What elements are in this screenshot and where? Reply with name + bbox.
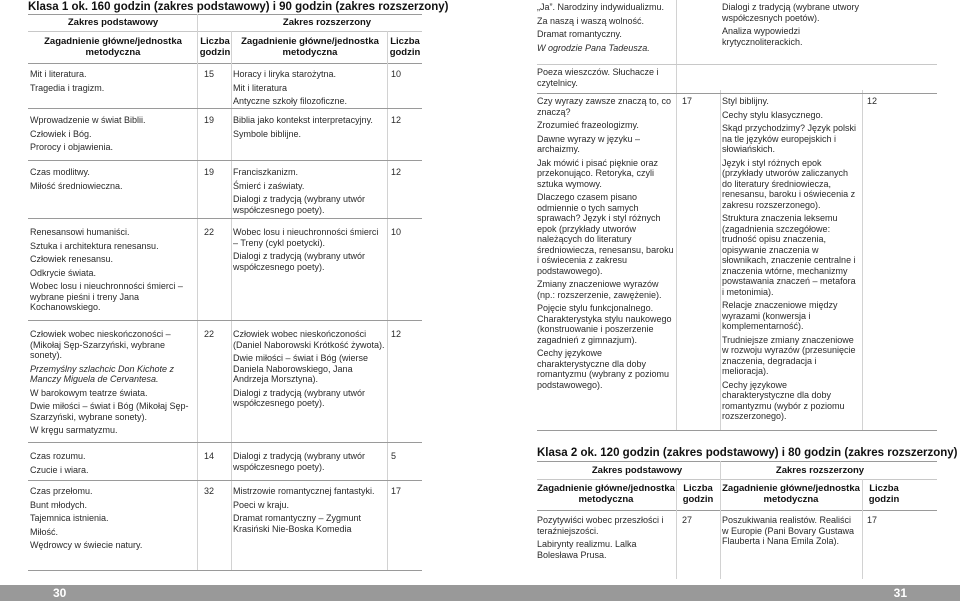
row-divider xyxy=(28,320,422,321)
page-title-class1: Klasa 1 ok. 160 godzin (zakres podstawowy) i 90 godzin (zakres rozszerzony) xyxy=(28,1,449,13)
topic-item: Człowiek renesansu. xyxy=(30,254,114,264)
c2-header-extended: Zakres rozszerzony xyxy=(775,465,865,476)
topic-item: Tragedia i tragizm. xyxy=(30,82,105,93)
topic-item: Dialogi z tradycją (wybrany utwór współczesnego poety). xyxy=(233,451,366,472)
c2-extended-list xyxy=(722,515,860,550)
topic-item: Czucie i wiara. xyxy=(30,464,89,475)
c2-basic-item: Labirynty realizmu. Lalka Bolesława Prusa. xyxy=(537,539,637,560)
extended-hours: 12 xyxy=(391,167,402,177)
language-extended-item: Relacje znaczeniowe między wyrazami (konwersja i komplementarność). xyxy=(722,300,838,331)
language-basic-item: Dlaczego czasem pisano odmiennie o tych samych sprawach? Język i styl różnych epok (przykłady utworów należących do literatury średniowiecza, renesansu, baroku i oświecenia z zakresu podstawowego). xyxy=(537,192,674,276)
basic-hours: 14 xyxy=(204,451,215,461)
row-divider xyxy=(28,108,422,109)
topic-item: Czas rozumu. xyxy=(30,451,86,461)
basic-hours: 22 xyxy=(204,329,215,339)
topic-item: Antyczne szkoły filozoficzne. xyxy=(233,96,348,106)
c2-header-basic: Zakres podstawowy xyxy=(591,465,683,476)
page-number-right: 31 xyxy=(893,586,907,600)
top-extended-list xyxy=(722,2,862,50)
left-footer-bar xyxy=(0,585,480,601)
topic-item: Dwie miłości – świat i Bóg (wierse Daniela Naborowskiego, Jana Andrzeja Morsztyna). xyxy=(233,353,369,384)
row-divider xyxy=(28,480,422,481)
row-divider xyxy=(28,570,422,571)
topic-item: Renesansowi humaniści. xyxy=(30,227,130,237)
c2-header-hours-basic: Liczba godzin xyxy=(682,483,714,505)
topic-item: Symbole biblijne. xyxy=(233,128,302,139)
language-basic-item: Czy wyrazy zawsze znaczą to, co znaczą? xyxy=(537,96,672,117)
c2-basic-item: Pozytywiści wobec przeszłości i teraźniejszości. xyxy=(537,515,664,536)
topic-item: Poeci w kraju. xyxy=(233,499,290,510)
topic-item: Tajemnica istnienia. xyxy=(30,513,109,523)
c2-header-topic-basic: Zagadnienie główne/jednostka metodyczna xyxy=(537,483,675,505)
topic-item: Wobec losu i nieuchronności śmierci – wybrane pieśni i treny Jana Kochanowskiego. xyxy=(30,281,183,312)
basic-hours: 22 xyxy=(204,227,215,237)
language-extended-item: Skąd przychodzimy? Język polski na tle języków europejskich i słowiańskich. xyxy=(722,123,857,154)
row-divider xyxy=(28,442,422,443)
topic-item: Śmierć i zaświaty. xyxy=(233,180,305,191)
topic-item: Człowiek i Bóg. xyxy=(30,128,92,139)
topic-item: Człowiek wobec nieskończoności – (Mikołaj Sęp-Szarzyński, wybrane sonety). xyxy=(30,329,171,360)
topic-item: Dwie miłości – świat i Bóg (Mikołaj Sęp-Szarzyński, wybrane sonety). xyxy=(30,401,189,422)
topic-item: Wędrowcy w świecie natury. xyxy=(30,540,143,550)
page-number-left: 30 xyxy=(53,586,67,600)
top-extended-item: Dialogi z tradycją (wybrane utwory współczesnych poetów). xyxy=(722,2,860,23)
poets-row: Poeza wieszczów. Słuchacze i czytelnicy. xyxy=(537,67,659,88)
topic-item: Mistrzowie romantycznej fantastyki. xyxy=(233,486,375,496)
extended-hours: 17 xyxy=(391,486,402,496)
basic-topic-cell xyxy=(30,115,194,156)
extended-hours: 12 xyxy=(391,115,402,125)
language-extended-list xyxy=(722,96,860,425)
c2-basic-hours: 27 xyxy=(682,515,693,525)
top-basic-item: „Ja”. Narodziny indywidualizmu. xyxy=(537,2,665,12)
c2-basic-list xyxy=(537,515,673,563)
topic-item: Mit i literatura. xyxy=(30,69,87,79)
top-extended-item: Analiza wypowiedzi krytycznoliterackich. xyxy=(722,26,803,47)
language-extended-item: Trudniejsze zmiany znaczeniowe w rozwoju wyrazów (przesunięcie znaczenia, degradacja i melioracja). xyxy=(722,334,856,376)
top-basic-item: Za naszą i waszą wolność. xyxy=(537,15,645,26)
language-extended-item: Struktura znaczenia leksemu (zagadnienia szczegółowe: trudność opisu znaczenia, opisywanie znaczenia w słownikach, znaczenie centralne i znaczenia wtórne, mechanizmy powstawania znaczeń – metafora i metonimia). xyxy=(722,213,856,297)
language-basic-item: Jak mówić i pisać pięknie oraz przekonująco. Retoryka, czyli sztuka wymowy. xyxy=(537,157,659,189)
basic-topic-cell xyxy=(30,451,194,478)
header-topic-basic: Zagadnienie główne/jednostka metodyczna xyxy=(44,36,182,58)
basic-topic-cell xyxy=(30,329,194,439)
header-hours-basic: Liczba godzin xyxy=(199,36,231,58)
top-basic-item: Dramat romantyczny. xyxy=(537,29,622,39)
topic-item: Czas modlitwy. xyxy=(30,167,90,177)
top-basic-list xyxy=(537,2,673,56)
topic-item: Odkrycie świata. xyxy=(30,267,97,278)
extended-topic-cell xyxy=(233,69,385,110)
row-divider xyxy=(28,218,422,219)
topic-item: Dialogi z tradycją (wybrany utwór współczesnego poety). xyxy=(233,387,366,408)
header-extended: Zakres rozszerzony xyxy=(282,17,372,28)
extended-topic-cell xyxy=(233,167,385,218)
c2-header-hours-extended: Liczba godzin xyxy=(868,483,900,505)
language-extended-item: Cechy językowe charakterystyczne dla doby romantyzmu (wybór z poziomu rozszerzonego). xyxy=(722,379,845,421)
topic-item: Przemyślny szlachcic Don Kichote z Manczy Miguela de Cervantesa. xyxy=(30,363,175,384)
page-title-class2: Klasa 2 ok. 120 godzin (zakres podstawowy) i 80 godzin (zakres rozszerzony) xyxy=(537,447,958,459)
basic-hours: 19 xyxy=(204,115,215,125)
language-extended-item: Styl biblijny. xyxy=(722,96,769,106)
basic-hours: 15 xyxy=(204,69,215,79)
extended-hours: 10 xyxy=(391,69,402,79)
basic-topic-cell xyxy=(30,69,194,96)
language-extended-item: Język i styl różnych epok (przykłady utworów zaliczanych do literatury średniowiecza, renesansu, baroku i oświecenia z zakresu rozszerzonego). xyxy=(722,157,856,210)
extended-topic-cell xyxy=(233,486,385,537)
header-hours-extended: Liczba godzin xyxy=(389,36,421,58)
topic-item: Miłość. xyxy=(30,526,59,537)
top-basic-item: W ogrodzie Pana Tadeusza. xyxy=(537,42,650,53)
right-footer-bar xyxy=(480,585,960,601)
basic-hours: 32 xyxy=(204,486,215,496)
topic-item: Prorocy i objawienia. xyxy=(30,142,114,152)
topic-item: Wobec losu i nieuchronności śmierci – Treny (cykl poetycki). xyxy=(233,227,379,248)
extended-topic-cell xyxy=(233,329,385,412)
topic-item: Biblia jako kontekst interpretacyjny. xyxy=(233,115,373,125)
topic-item: Sztuka i architektura renesansu. xyxy=(30,240,159,251)
c2-header-topic-extended: Zagadnienie główne/jednostka metodyczna xyxy=(722,483,860,505)
language-basic-item: Zrozumieć frazeologizmy. xyxy=(537,120,639,130)
topic-item: Bunt młodych. xyxy=(30,499,88,510)
header-topic-extended: Zagadnienie główne/jednostka metodyczna xyxy=(241,36,379,58)
topic-item: Miłość średniowieczna. xyxy=(30,180,123,191)
language-extended-hours: 12 xyxy=(867,96,878,106)
topic-item: Franciszkanizm. xyxy=(233,167,299,177)
extended-topic-cell xyxy=(233,451,385,475)
row-divider xyxy=(28,160,422,161)
extended-topic-cell xyxy=(233,227,385,275)
topic-item: W barokowym teatrze świata. xyxy=(30,387,148,398)
header-basic: Zakres podstawowy xyxy=(67,17,159,28)
language-basic-item: Dawne wyrazy w języku – archaizmy. xyxy=(537,133,641,154)
extended-hours: 12 xyxy=(391,329,402,339)
topic-item: Wprowadzenie w świat Biblii. xyxy=(30,115,146,125)
language-extended-item: Cechy stylu klasycznego. xyxy=(722,109,824,120)
topic-item: Mit i literatura xyxy=(233,82,288,93)
c2-extended-hours: 17 xyxy=(867,515,878,525)
topic-item: W kręgu sarmatyzmu. xyxy=(30,425,118,435)
language-basic-hours: 17 xyxy=(682,96,693,106)
basic-topic-cell xyxy=(30,227,194,316)
basic-hours: 19 xyxy=(204,167,215,177)
topic-item: Dramat romantyczny – Zygmunt Krasiński Nie-Boska Komedia xyxy=(233,513,362,534)
topic-item: Dialogi z tradycją (wybrany utwór współczesnego poety). xyxy=(233,194,366,215)
basic-topic-cell xyxy=(30,486,194,554)
topic-item: Dialogi z tradycją (wybrany utwór współczesnego poety). xyxy=(233,251,366,272)
basic-topic-cell xyxy=(30,167,194,194)
c2-extended-item: Poszukiwania realistów. Realiści w Europie (Pani Bovary Gustawa Flauberta i Nana Emila Zola). xyxy=(722,515,855,546)
language-basic-item: Cechy językowe charakterystyczne dla doby romantyzmu (wybrany z poziomu podstawowego). xyxy=(537,348,670,390)
topic-item: Człowiek wobec nieskończoności (Daniel Naborowski Krótkość żywota). xyxy=(233,329,385,350)
extended-hours: 5 xyxy=(391,451,397,461)
extended-hours: 10 xyxy=(391,227,402,237)
language-basic-item: Zmiany znaczeniowe wyrazów (np.: rozszerzenie, zawężenie). xyxy=(537,279,662,300)
topic-item: Czas przełomu. xyxy=(30,486,93,496)
language-basic-item: Pojęcie stylu funkcjonalnego. Charakterystyka stylu naukowego (konstruowanie i poszerzenie zagadnień z gimnazjum). xyxy=(537,303,672,345)
topic-item: Horacy i liryka starożytna. xyxy=(233,69,337,79)
extended-topic-cell xyxy=(233,115,385,142)
language-basic-list xyxy=(537,96,675,393)
